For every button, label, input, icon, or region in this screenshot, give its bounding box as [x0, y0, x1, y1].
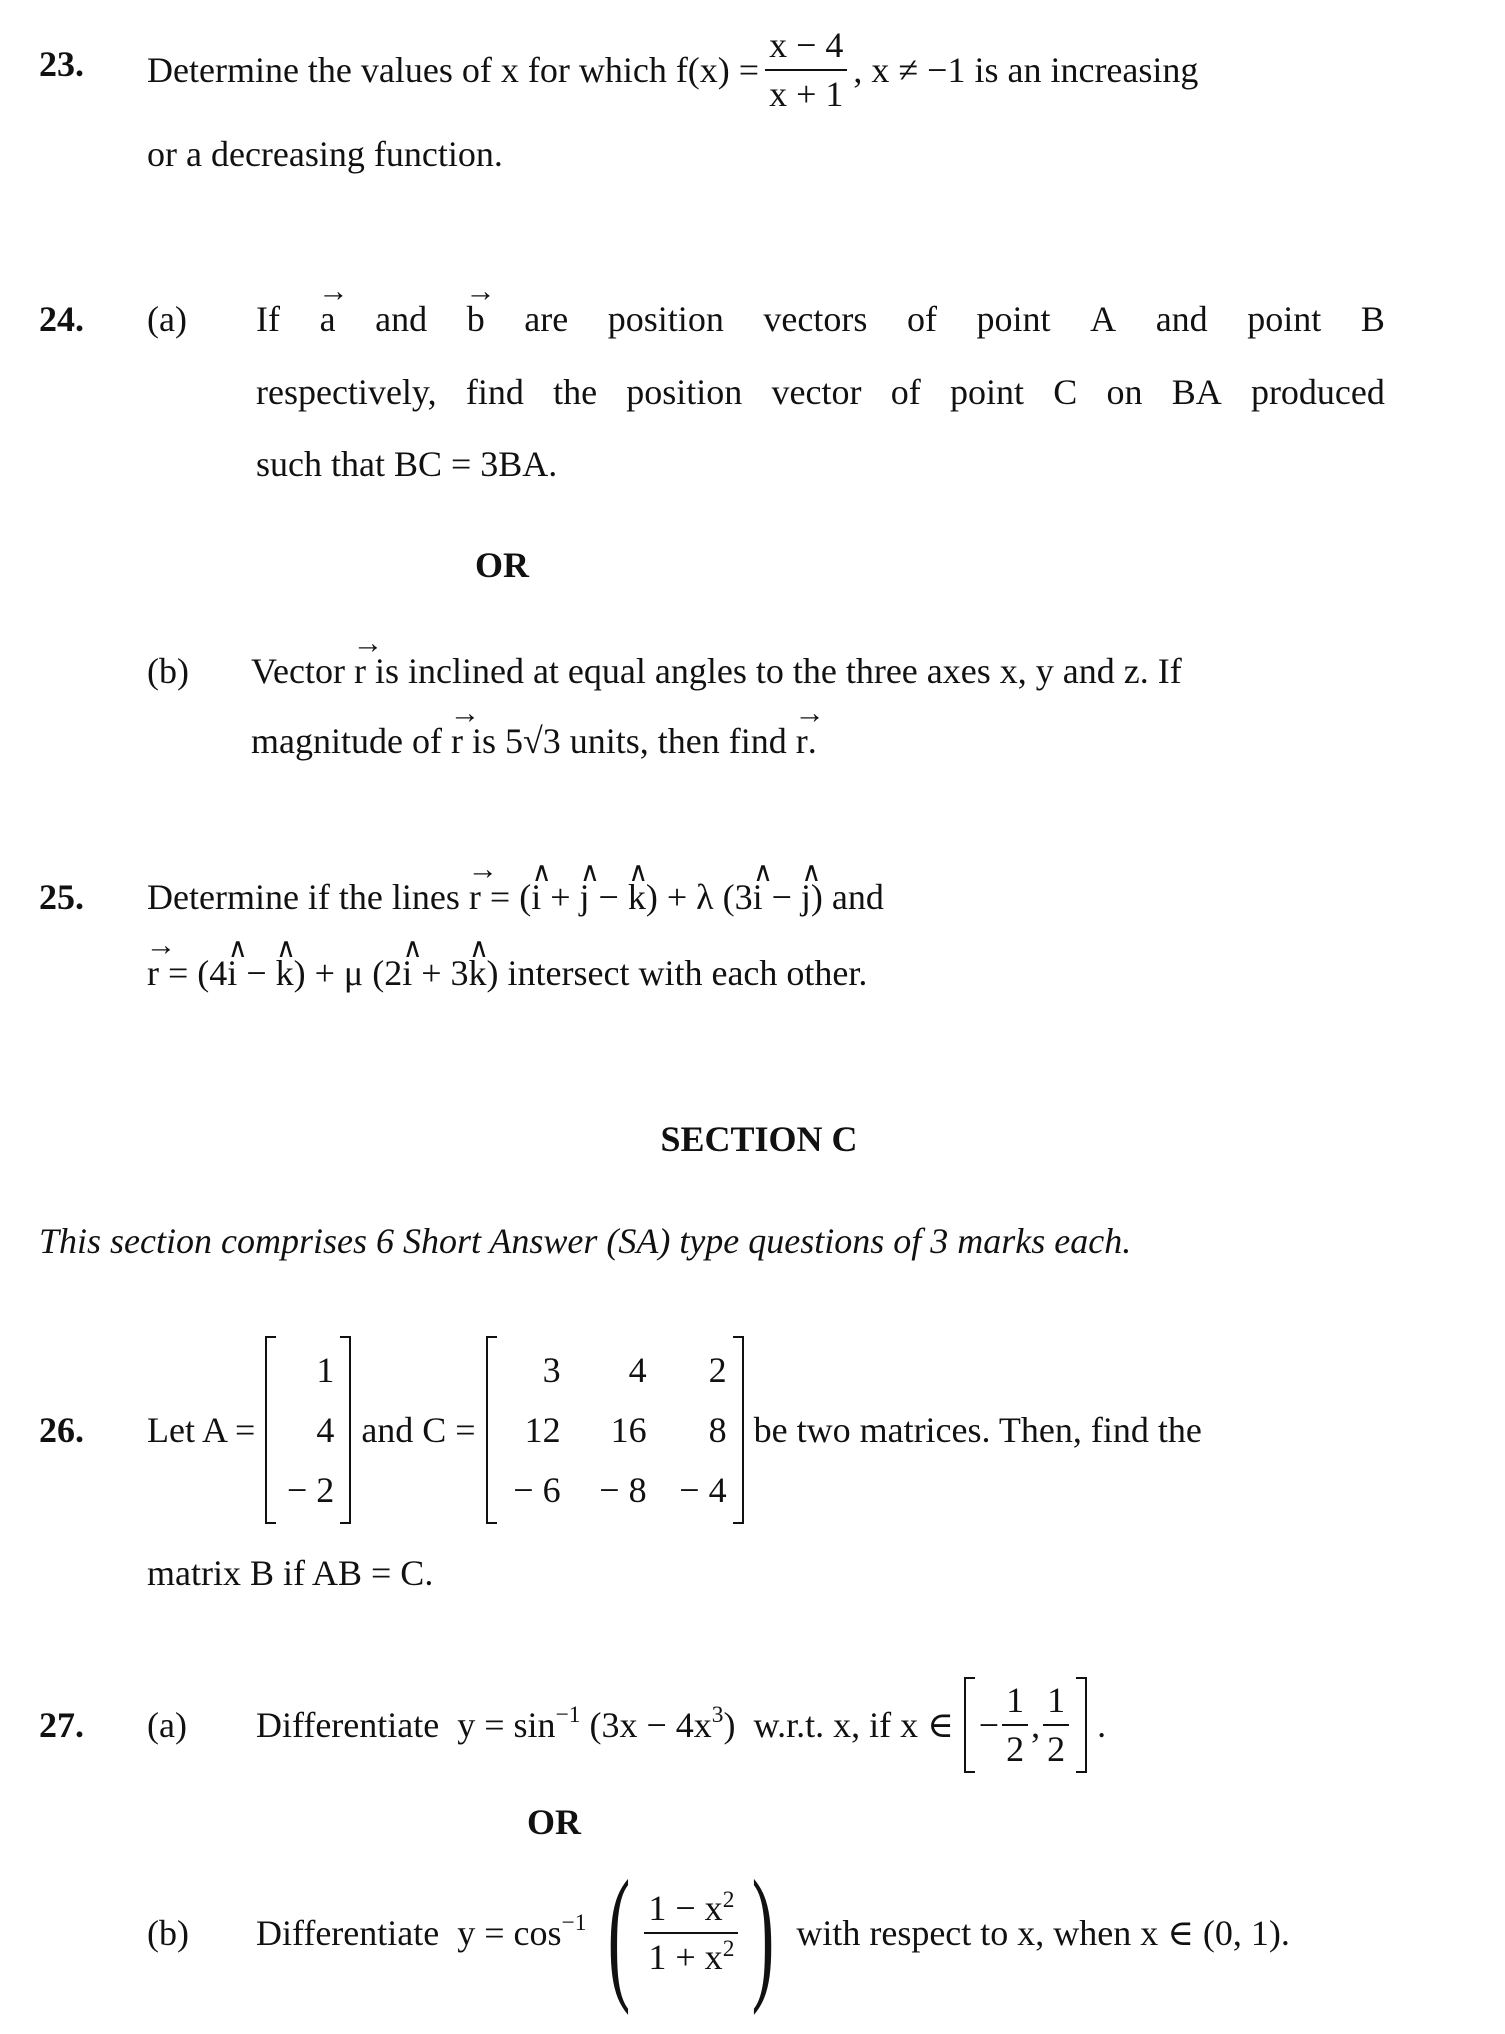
q23-text: , x ≠ −1 is an increasing — [853, 50, 1199, 90]
part-label: (b) — [147, 1913, 189, 1953]
matrix-cell: 4 — [628, 1350, 647, 1390]
q23-text: Determine the values of x for which f(x) = — [147, 50, 760, 90]
q26-line2: matrix B if AB = C. — [147, 1553, 434, 1593]
text: A — [1090, 299, 1117, 339]
text: ) w.r.t. x, if x ∈ — [723, 1705, 954, 1745]
unit-i: ∧ i — [227, 932, 248, 993]
q24a-line1 — [256, 274, 1385, 340]
unit-i: ∧ i — [752, 856, 773, 917]
q24b-line2 — [251, 696, 825, 762]
unit-j: ∧ j — [800, 856, 822, 917]
denominator: 2 — [1047, 1729, 1066, 1769]
numerator: x − 4 — [765, 22, 847, 71]
text: be two matrices. Then, find the — [753, 1410, 1202, 1450]
part-label: (b) — [147, 651, 189, 691]
matrix-c — [486, 1336, 744, 1524]
text: Differentiate y = cos — [256, 1913, 562, 1953]
unit-k: ∧ k — [627, 856, 649, 917]
text: − — [589, 877, 628, 917]
question-number: 23. — [39, 44, 84, 84]
text: and — [1155, 299, 1208, 339]
text: produced — [1250, 372, 1385, 412]
text: , — [1031, 1705, 1041, 1745]
matrix-cell: 8 — [708, 1410, 727, 1450]
q23-line2: or a decreasing function. — [147, 134, 503, 174]
question-number: 27. — [39, 1705, 84, 1745]
question-number: 25. — [39, 877, 84, 917]
superscript: −1 — [555, 1702, 581, 1728]
text: magnitude of — [251, 721, 442, 761]
text: respectively, — [256, 372, 437, 412]
text: B — [1360, 299, 1385, 339]
matrix-cell: − 2 — [287, 1470, 335, 1510]
text: C — [1053, 372, 1078, 412]
vector-r: → r — [449, 696, 481, 761]
q26-line1 — [39, 1340, 1202, 1520]
numerator: 1 — [1043, 1677, 1069, 1726]
superscript: −1 — [561, 1910, 587, 1936]
text: on — [1106, 372, 1143, 412]
fraction — [765, 22, 847, 118]
text: find — [465, 372, 524, 412]
q23-line1 — [147, 25, 1198, 115]
text: is inclined at equal angles to the three axes x, y and z. If — [374, 651, 1182, 691]
unit-j: ∧ j — [579, 856, 600, 917]
matrix-cell: 3 — [542, 1350, 561, 1390]
text: are — [524, 299, 569, 339]
text: point — [949, 372, 1024, 412]
text: Differentiate y = sin — [256, 1705, 556, 1745]
text: BA — [1171, 372, 1222, 412]
text: . — [807, 721, 817, 761]
text: Let A = — [147, 1410, 256, 1450]
text: and C = — [361, 1410, 476, 1450]
text: = ( — [480, 877, 532, 917]
text: ) + λ (3 — [645, 877, 753, 917]
matrix-cell: 16 — [610, 1410, 647, 1450]
vector-r: → r — [352, 626, 384, 691]
vector-a: → a — [318, 274, 349, 339]
matrix-cell: 1 — [316, 1350, 335, 1390]
text: = (4 — [159, 953, 228, 993]
question-number: 26. — [39, 1410, 84, 1450]
text: − — [237, 953, 276, 993]
q25-line1 — [147, 852, 884, 918]
denominator: 1 + x — [648, 1937, 723, 1977]
vector-r: → r — [467, 852, 498, 917]
section-description: This section comprises 6 Short Answer (SA) type questions of 3 marks each. — [39, 1221, 1132, 1261]
text: ) intersect with each other. — [486, 953, 868, 993]
text: position — [607, 299, 724, 339]
text: point — [976, 299, 1051, 339]
q24a-line3: such that BC = 3BA. — [256, 444, 558, 484]
matrix-cell: 2 — [708, 1350, 727, 1390]
section-title: SECTION C — [660, 1119, 858, 1159]
text: If — [256, 299, 280, 339]
unit-i: ∧ i — [531, 856, 552, 917]
matrix-cell: 12 — [524, 1410, 561, 1450]
matrix-cell: − 4 — [679, 1470, 727, 1510]
parenthesized-fraction: ( $\frac{1 - x^2}{1 + x^2}$ ) — [608, 1850, 775, 2016]
text: is 5√3 units, then find — [471, 721, 787, 761]
q27b-line — [147, 1850, 1290, 2016]
text: . — [1097, 1705, 1107, 1745]
text: position — [626, 372, 743, 412]
text: − — [762, 877, 801, 917]
unit-k: ∧ k — [275, 932, 296, 993]
text: of — [906, 299, 937, 339]
text: with respect to x, when x ∈ (0, 1). — [796, 1913, 1290, 1953]
superscript: 3 — [711, 1702, 724, 1728]
denominator: 2 — [1006, 1729, 1025, 1769]
part-label: (a) — [147, 1705, 187, 1745]
text: vector — [771, 372, 862, 412]
vector-r: → r — [794, 696, 825, 761]
q24a-line2 — [256, 371, 1385, 413]
text: + 3 — [412, 953, 469, 993]
question-number: 24. — [39, 299, 84, 339]
text: point — [1247, 299, 1322, 339]
text: of — [890, 372, 921, 412]
closed-interval — [964, 1677, 1087, 1773]
vector-b: → b — [465, 274, 496, 339]
denominator: x + 1 — [769, 74, 844, 114]
q27a-line — [39, 1672, 1106, 1778]
or-separator: OR — [527, 1802, 581, 1842]
part-label: (a) — [147, 299, 187, 339]
text: and — [375, 299, 428, 339]
unit-k: ∧ k — [468, 932, 489, 993]
text: Determine if the lines — [147, 877, 460, 917]
text: + — [541, 877, 580, 917]
text: vectors — [763, 299, 868, 339]
q25-line2 — [145, 928, 868, 994]
matrix-cell: 4 — [316, 1410, 335, 1450]
numerator: 1 − x — [648, 1888, 723, 1929]
text: Vector — [251, 651, 345, 691]
text: ) + μ (2 — [293, 953, 403, 993]
q24b-line1 — [251, 626, 1385, 692]
unit-i: ∧ i — [402, 932, 423, 993]
numerator: 1 — [1002, 1677, 1028, 1726]
matrix-cell: − 6 — [513, 1470, 561, 1510]
text: − — [978, 1705, 1000, 1745]
vector-r: → r — [145, 928, 177, 993]
text: ) and — [810, 877, 884, 917]
matrix-cell: − 8 — [599, 1470, 647, 1510]
matrix-a — [265, 1336, 351, 1524]
or-separator: OR — [475, 545, 529, 585]
text: (3x − 4x — [580, 1705, 712, 1745]
text: the — [553, 372, 598, 412]
